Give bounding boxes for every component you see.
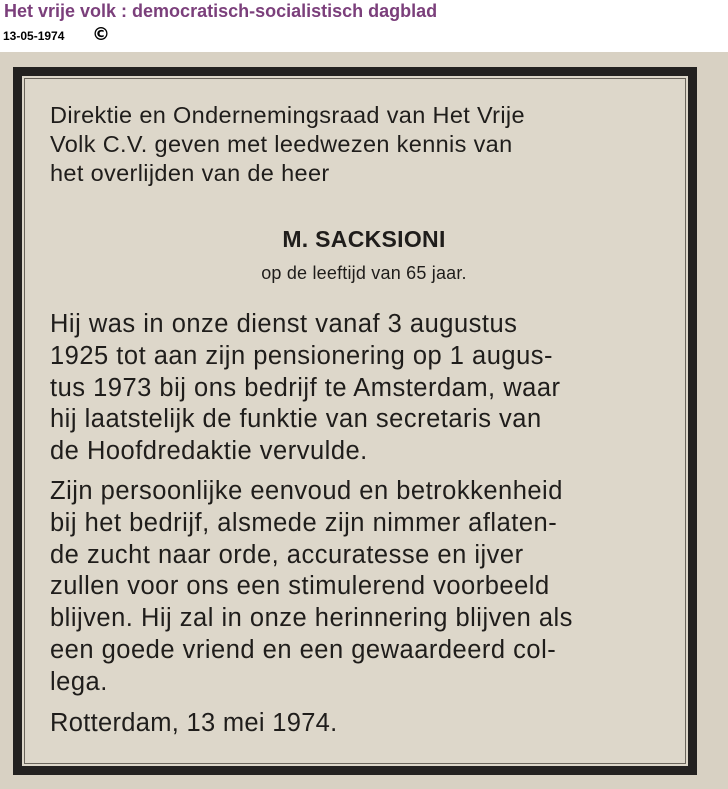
intro-paragraph bbox=[50, 101, 525, 188]
intro-line: Volk C.V. geven met leedwezen kennis van bbox=[50, 131, 513, 157]
tribute-line: de zucht naar orde, accuratesse en ijver bbox=[50, 540, 524, 569]
newspaper-title[interactable]: Het vrije volk : democratisch-socialistisch dagblad bbox=[4, 1, 438, 21]
intro-line: Direktie en Ondernemingsraad van Het Vrije bbox=[50, 102, 525, 128]
service-paragraph bbox=[50, 309, 561, 468]
service-line: tus 1973 bij ons bedrijf te Amsterdam, waar bbox=[50, 373, 561, 402]
tribute-paragraph bbox=[50, 476, 573, 699]
copyright-icon[interactable]: © bbox=[92, 24, 110, 45]
tribute-line: een goede vriend en een gewaardeerd col- bbox=[50, 635, 557, 664]
intro-line: het overlijden van de heer bbox=[50, 160, 330, 186]
tribute-line: lega. bbox=[50, 667, 108, 696]
publication-date: 13-05-1974 bbox=[3, 29, 65, 43]
service-line: 1925 tot aan zijn pensionering op 1 augus- bbox=[50, 341, 554, 370]
tribute-line: bij het bedrijf, alsmede zijn nimmer aflaten- bbox=[50, 508, 558, 537]
service-line: Hij was in onze dienst vanaf 3 augustus bbox=[50, 310, 518, 338]
deceased-name: M. SACKSIONI bbox=[282, 226, 446, 252]
service-line: hij laatstelijk de funktie van secretaris van bbox=[50, 405, 542, 434]
page-header bbox=[0, 0, 728, 52]
age-line: op de leeftijd van 65 jaar. bbox=[261, 263, 467, 283]
closing-line: Rotterdam, 13 mei 1974. bbox=[50, 709, 338, 737]
tribute-line: zullen voor ons een stimulerend voorbeeld bbox=[50, 572, 550, 601]
tribute-line: Zijn persoonlijke eenvoud en betrokkenheid bbox=[50, 477, 563, 505]
service-line: de Hoofdredaktie vervulde. bbox=[50, 437, 368, 466]
tribute-line: blijven. Hij zal in onze herinnering blijven als bbox=[50, 604, 573, 633]
